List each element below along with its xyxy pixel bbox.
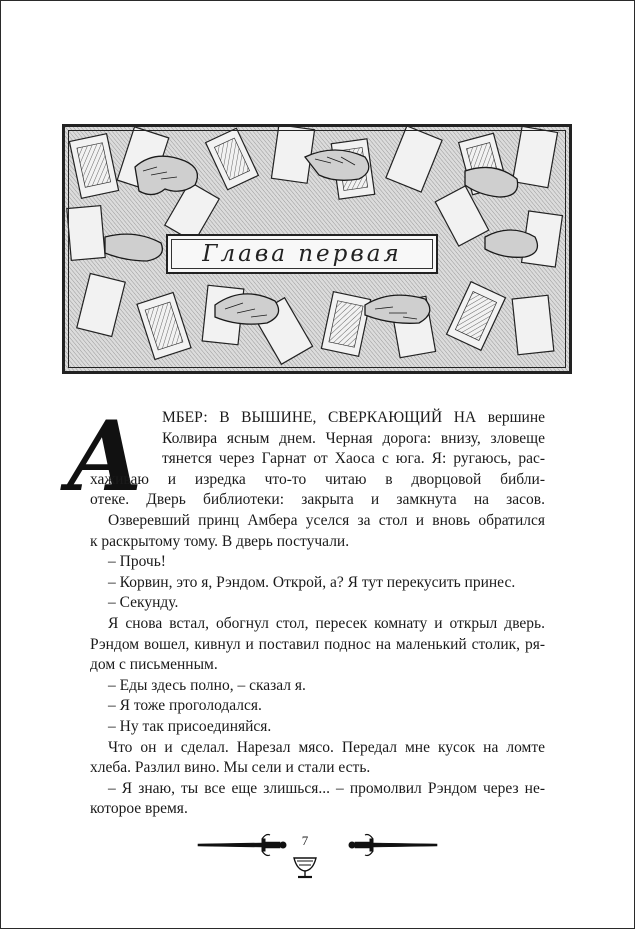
text-line: – Корвин, это я, Рэндом. Открой, а? Я тут перекусить принес. [108, 573, 516, 591]
paragraph-10 [90, 738, 545, 779]
text-line: – Секунду. [108, 594, 179, 612]
paragraph-3 [90, 552, 545, 573]
left-sword-icon [198, 835, 286, 856]
text-line: – Ну так присоединяйся. [108, 717, 272, 735]
text-line: – Я тоже проголодался. [108, 697, 262, 715]
text-line: к раскрытому тому. В дверь постучали. [90, 532, 350, 550]
text-line: – Прочь! [108, 553, 166, 571]
paragraph-7 [90, 676, 545, 697]
text-line: дом с письменным. [90, 656, 218, 674]
paragraph-2 [90, 511, 545, 552]
text-line: МБЕР: В ВЫШИНЕ, СВЕРКАЮЩИЙ НА вершине [162, 409, 545, 426]
paragraph-4 [90, 573, 545, 594]
chapter-title: Глава первая [202, 241, 402, 267]
text-line: – Еды здесь полно, – сказал я. [108, 676, 306, 694]
text-line: Рэндом вошел, кивнул и поставил поднос на маленький столик, ря- [90, 635, 545, 653]
chapter-illustration [62, 124, 572, 374]
text-line: Колвира ясным днем. Черная дорога: внизу, зловеще [162, 429, 545, 447]
paragraph-6 [90, 614, 545, 676]
paragraph-9 [90, 717, 545, 738]
dropcap-glyph: А [66, 410, 145, 502]
paragraph-11 [90, 779, 545, 820]
paragraph-1 [90, 408, 545, 511]
text-line: хлеба. Разлил вино. Мы сели и стали есть. [90, 759, 371, 777]
text-line: тянется через Гарнат от Хаоса с юга. Я: ругаюсь, рас- [162, 450, 545, 468]
text-line: – Я знаю, ты все еще злишься... – промолвил Рэндом через не- [108, 779, 545, 797]
page-number: 7 [301, 833, 309, 848]
chapter-title-plate [166, 234, 438, 274]
text-line: хаживаю и изредка что-то читаю в дворцовой библи- [90, 470, 545, 488]
chapter-text [90, 408, 545, 820]
paragraph-5 [90, 593, 545, 614]
footer-ornament [0, 828, 635, 884]
grail-icon [294, 858, 316, 877]
text-line: которое время. [90, 800, 188, 818]
text-line: Я снова встал, обогнул стол, пересек комнату и открыл дверь. [108, 614, 545, 632]
paragraph-8 [90, 696, 545, 717]
text-line: Что он и сделал. Нарезал мясо. Передал мне кусок на ломте [108, 738, 545, 756]
text-line: Озверевший принц Амбера уселся за стол и вновь обратился [108, 511, 545, 529]
text-line: отеке. Дверь библиотеки: закрыта и замкнута на засов. [90, 491, 545, 509]
right-sword-icon [349, 835, 437, 856]
